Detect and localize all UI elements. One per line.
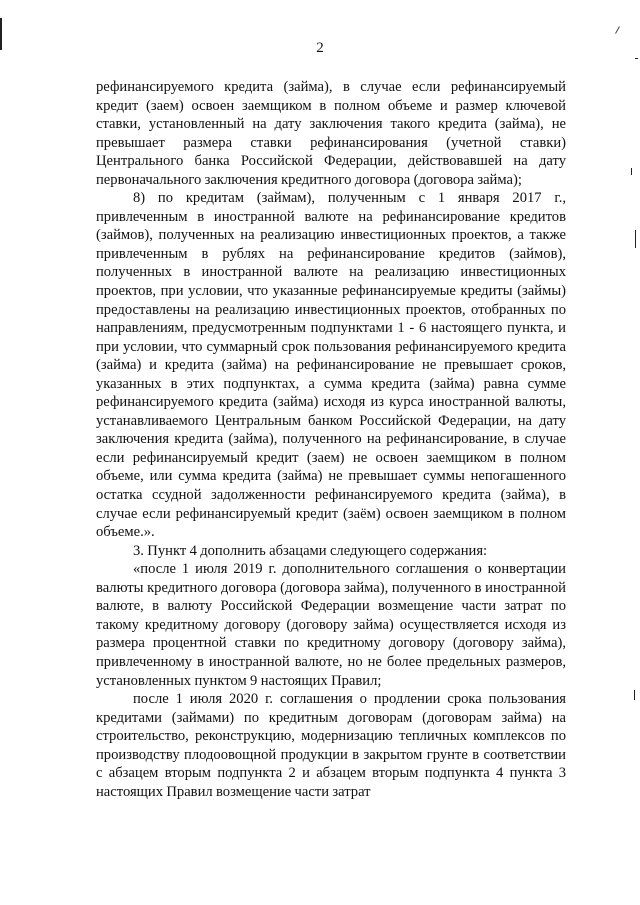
scan-edge-mark [634,690,635,700]
scan-edge-mark [635,58,638,59]
scan-edge-mark [635,230,636,248]
paragraph-point-3: 3. Пункт 4 дополнить абзацами следующего содержания: [133,542,488,559]
page-number: 2 [316,40,324,56]
document-body [96,78,566,801]
paragraph-continuation: рефинансируемого кредита (займа), в случае если рефинансируемый кредит (заем) освоен заемщиком в полном объеме и размер ключевой ставки, установленный на дату заключения такого кредита (займа), не превышает размера ставки рефинансирования (учетной ставки) Центрального банка Российской Федерации, действовавшей на дату первоначального заключения кредитного договора (договора займа); [96,79,566,188]
paragraph-extension: после 1 июля 2020 г. соглашения о продлении срока пользования кредитами (займами) по кредитным договорам (договорам займа) на строительство, реконструкцию, модернизацию тепличных комплексов по производству плодоовощной продукции в закрытом грунте в соответствии с абзацем вторым подпункта 2 и абзацем вторым подпункта 4 пункта 3 настоящих Правил возмещение части затрат [96,691,566,800]
scan-edge-mark [631,168,632,175]
paragraph-item-8: 8) по кредитам (займам), полученным с 1 января 2017 г., привлеченным в иностранной валюте на рефинансирование кредитов (займов), полученных на реализацию инвестиционных проектов, а также привлеченным в рублях на рефинансирование кредитов (займов), полученных в иностранной валюте на реализацию инвестиционных проектов, при условии, что указанные рефинансируемые кредиты (займы) предоставлены на реализацию инвестиционных проектов, отобранных по направлениям, предусмотренным подпунктами 1 - 6 настоящего пункта, и при условии, что суммарный срок пользования рефинансируемого кредита (займа) и кредита (займа) на рефинансирование не превышает сроков, указанных в этих подпунктах, а сумма кредита (займа) равна сумме рефинансируемого кредита (займа) исходя из курса иностранной валюты, устанавливаемого Центральным банком Российской Федерации, на дату заключения кредита (займа), полученного на рефинансирование, в случае если рефинансируемый кредит (заем) не освоен заемщиком в полном объеме, или сумма кредита (займа) не превышает суммы непогашенного остатка ссудной задолженности рефинансируемого кредита (займа), в случае если рефинансируемый кредит (заём) освоен заемщиком в полном объеме.». [96,190,566,541]
scan-tick-mark [615,26,620,33]
paragraph-quote-start: «после 1 июля 2019 г. дополнительного соглашения о конвертации валюты кредитного договора (договора займа), полученного в иностранной валюте, в валюту Российской Федерации возмещение части затрат по такому кредитному договору (договору займа) осуществляется исходя из размера процентной ставки по кредитному договору (договору займа), привлеченному в иностранной валюте, но не более предельных размеров, установленных пунктом 9 настоящих Правил; [96,561,566,689]
